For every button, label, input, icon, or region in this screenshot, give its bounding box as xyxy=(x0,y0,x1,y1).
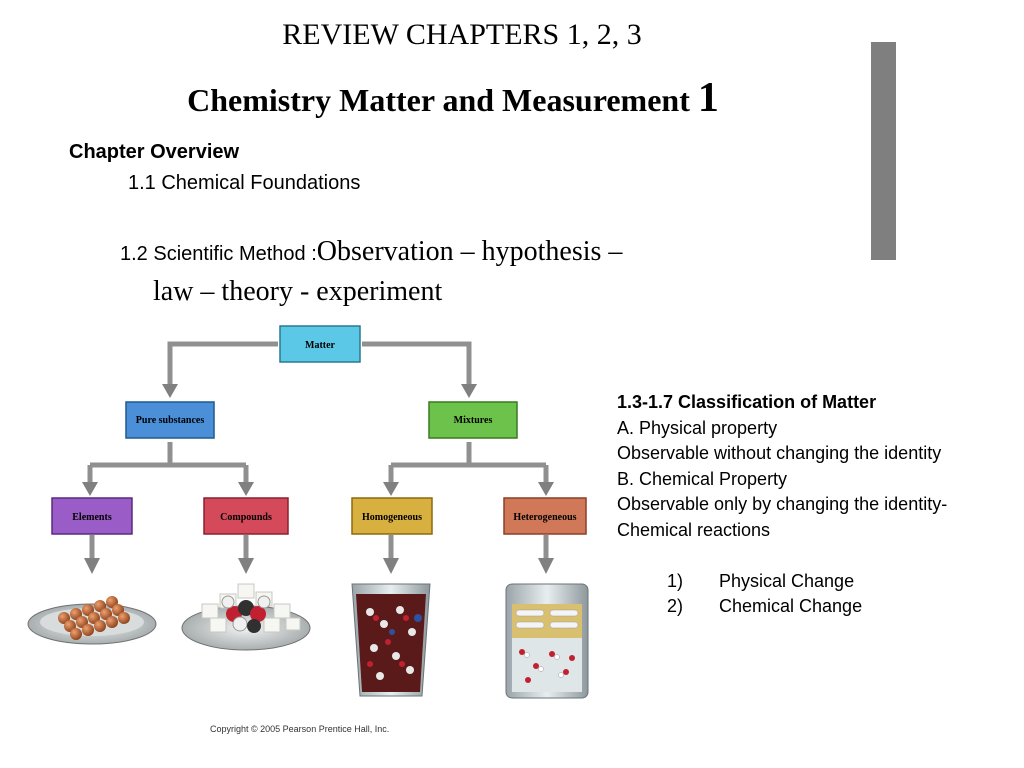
chemical-property-line: B. Chemical Property xyxy=(617,468,788,489)
node-elements-label: Elements xyxy=(72,512,112,523)
node-matter-label: Matter xyxy=(305,340,335,351)
physical-property-line: A. Physical property xyxy=(617,417,778,438)
subtitle-text: Chemistry Matter and Measurement xyxy=(187,82,698,118)
slide-title: REVIEW CHAPTERS 1, 2, 3 xyxy=(282,18,642,51)
node-homogeneous-label: Homogeneous xyxy=(362,512,422,523)
item-1-2-serif: Observation – hypothesis – xyxy=(316,236,623,267)
node-mixtures xyxy=(429,402,517,438)
list-item xyxy=(617,594,947,620)
homogeneous-glass-image xyxy=(352,584,430,696)
classification-heading: 1.3-1.7 Classification of Matter xyxy=(617,392,877,412)
subtitle-number: 1 xyxy=(697,75,719,121)
node-mixtures-label: Mixtures xyxy=(453,415,493,426)
decorative-gray-bar xyxy=(871,42,896,260)
node-homogeneous xyxy=(352,498,432,534)
node-heterogeneous xyxy=(504,498,586,534)
list-item-number: 1) xyxy=(667,570,684,591)
chemical-property-desc-1: Observable only by changing the identity- xyxy=(617,494,948,514)
copper-atoms-on-plate-image xyxy=(28,596,156,644)
list-item xyxy=(617,569,947,595)
node-compounds-label: Compounds xyxy=(220,512,272,523)
chapter-overview-heading: Chapter Overview xyxy=(69,141,240,163)
connector-lines xyxy=(90,344,546,558)
spacer xyxy=(617,543,947,569)
item-1-2-prefix: 1.2 Scientific Method : xyxy=(120,243,317,265)
copyright-note: Copyright © 2005 Pearson Prentice Hall, Inc. xyxy=(210,724,390,734)
classification-text-block xyxy=(617,390,947,620)
overview-item-1-2 xyxy=(120,236,622,268)
list-item-text: Physical Change xyxy=(719,570,855,591)
sugar-cubes-on-plate-image xyxy=(182,584,310,650)
matter-classification-diagram xyxy=(24,322,604,722)
slide-subtitle xyxy=(0,74,906,122)
list-item-text: Chemical Change xyxy=(719,596,863,616)
chemical-property-desc-2: Chemical reactions xyxy=(617,519,771,540)
node-elements xyxy=(52,498,132,534)
node-heterogeneous-label: Heterogeneous xyxy=(513,512,577,523)
physical-property-desc: Observable without changing the identity xyxy=(617,443,942,463)
node-compounds xyxy=(204,498,288,534)
list-item-number: 2) xyxy=(667,596,684,616)
overview-item-1-1: 1.1 Chemical Foundations xyxy=(128,172,361,194)
node-pure-label: Pure substances xyxy=(135,415,205,426)
overview-item-1-2-continued: law – theory - experiment xyxy=(153,276,443,307)
node-matter xyxy=(280,326,360,362)
node-pure-substances xyxy=(126,402,214,438)
heterogeneous-glass-image xyxy=(506,584,588,698)
